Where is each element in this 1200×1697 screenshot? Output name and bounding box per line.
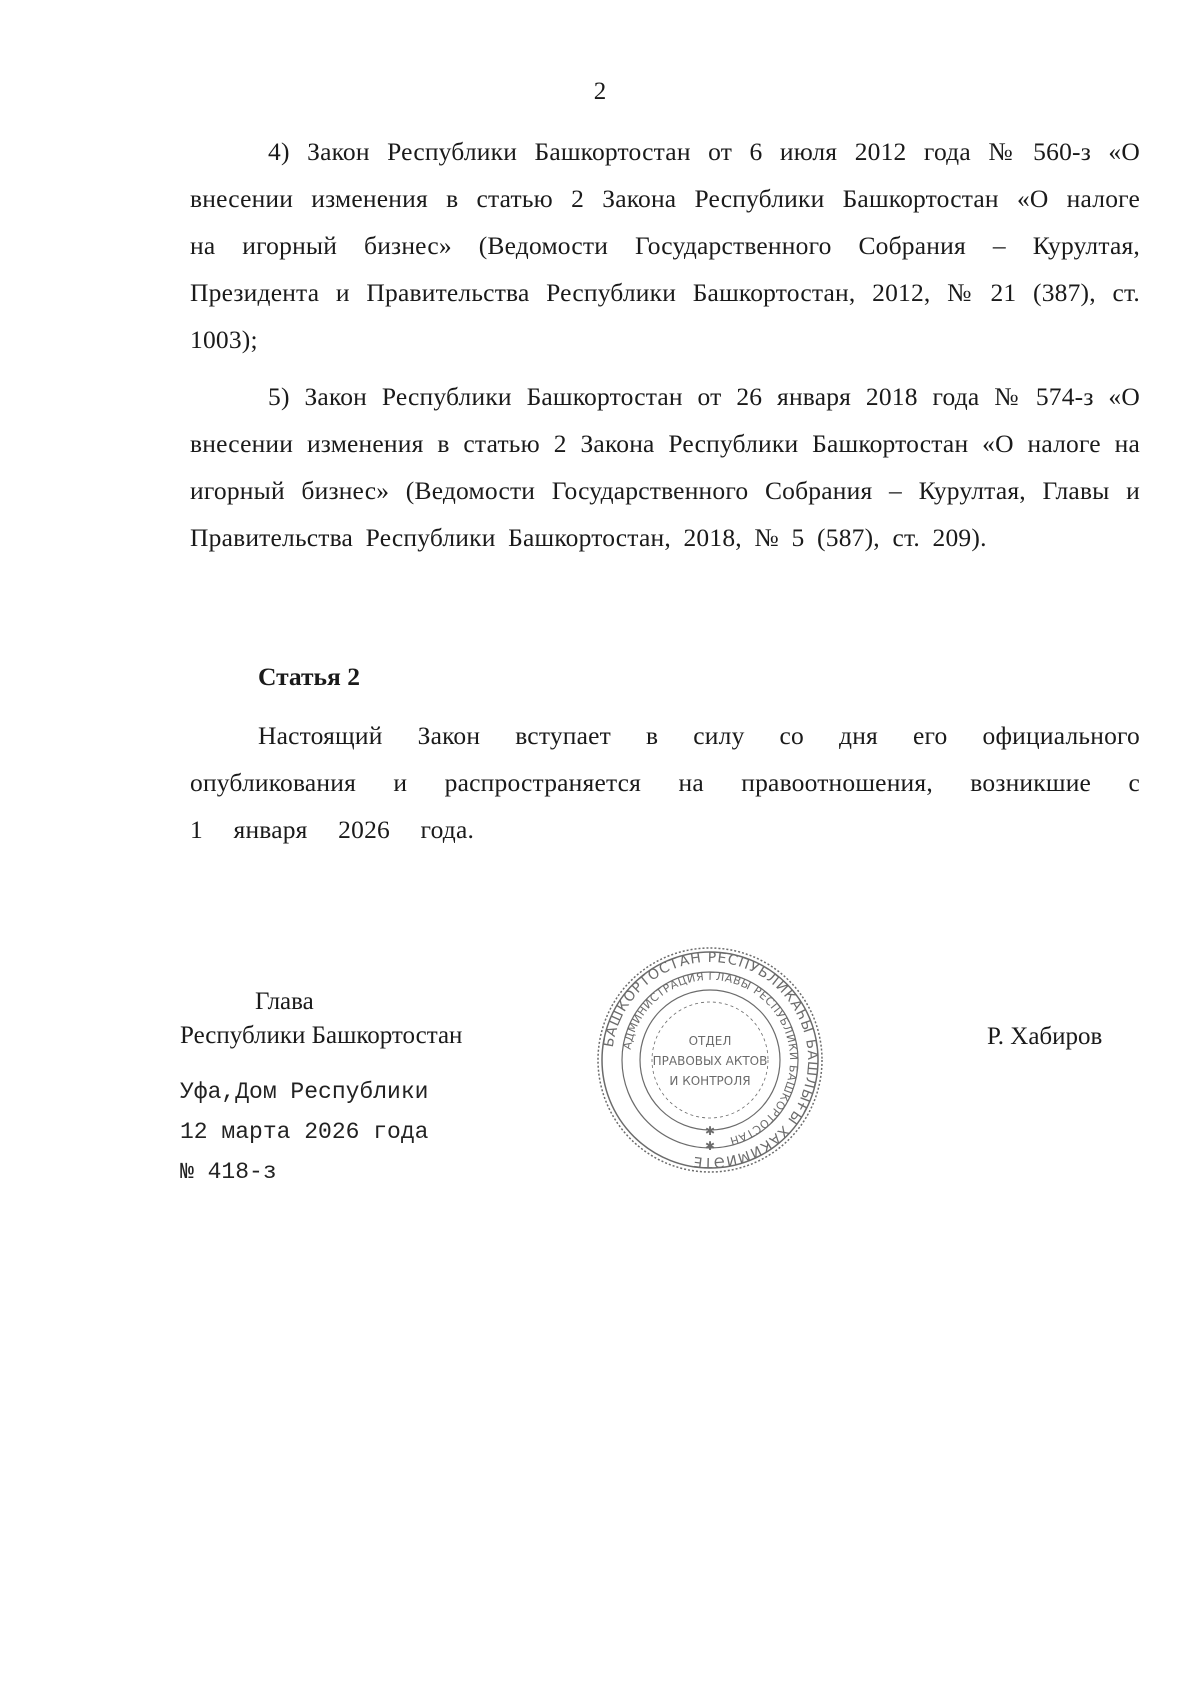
official-stamp	[595, 945, 825, 1175]
svg-text:✱: ✱	[704, 1139, 716, 1153]
stamp-center-line1: ОТДЕЛ	[688, 1034, 732, 1048]
stamp-center-line2: ПРАВОВЫХ АКТОВ	[652, 1054, 768, 1068]
place-date-block	[180, 1072, 428, 1192]
svg-text:✱: ✱	[704, 1124, 716, 1138]
list-item-5: 5) Закон Республики Башкортостан от 26 января 2018 года № 574-з «О внесении изменения в статью 2 Закона Республики Башкортостан «О налоге на игорный бизнес» (Ведомости Государственного Собрания – Курултая, Главы и Правительства Республики Башкортостан, 2018, № 5 (587), ст. 209).	[190, 382, 1140, 552]
article-text: Настоящий Закон вступает в силу со дня его официального опубликования и распространяется на правоотношения, возникшие с 1 января 2026 года.	[190, 721, 1140, 844]
law-number: № 418-з	[180, 1159, 277, 1185]
list-item-4: 4) Закон Республики Башкортостан от 6 июля 2012 года № 560-з «О внесении изменения в статью 2 Закона Республики Башкортостан «О налоге на игорный бизнес» (Ведомости Государственного Собрания – Курултая, Президента и Правительства Республики Башкортостан, 2012, № 21 (387), ст. 1003);	[190, 137, 1140, 354]
signature-name: Р. Хабиров	[987, 1023, 1103, 1050]
signature-title	[180, 985, 462, 1053]
article-heading: Статья 2	[258, 662, 360, 691]
date: 12 марта 2026 года	[180, 1119, 429, 1145]
stamp-outer-text: БАШКОРТОСТАН РЕСПУБЛИКАҺЫ БАШЛЫҒЫ ХАКИМИӘТЕ	[600, 949, 821, 1171]
page-number: 2	[593, 78, 607, 105]
signature-title-line1: Глава	[255, 988, 314, 1015]
signature-title-line2: Республики Башкортостан	[180, 1022, 463, 1049]
stamp-center-line3: И КОНТРОЛЯ	[669, 1074, 751, 1088]
place: Уфа,Дом Республики	[180, 1079, 429, 1105]
stamp-inner-text: АДМИНИСТРАЦИЯ ГЛАВЫ РЕСПУБЛИКИ БАШКОРТОСТАН	[620, 969, 801, 1148]
